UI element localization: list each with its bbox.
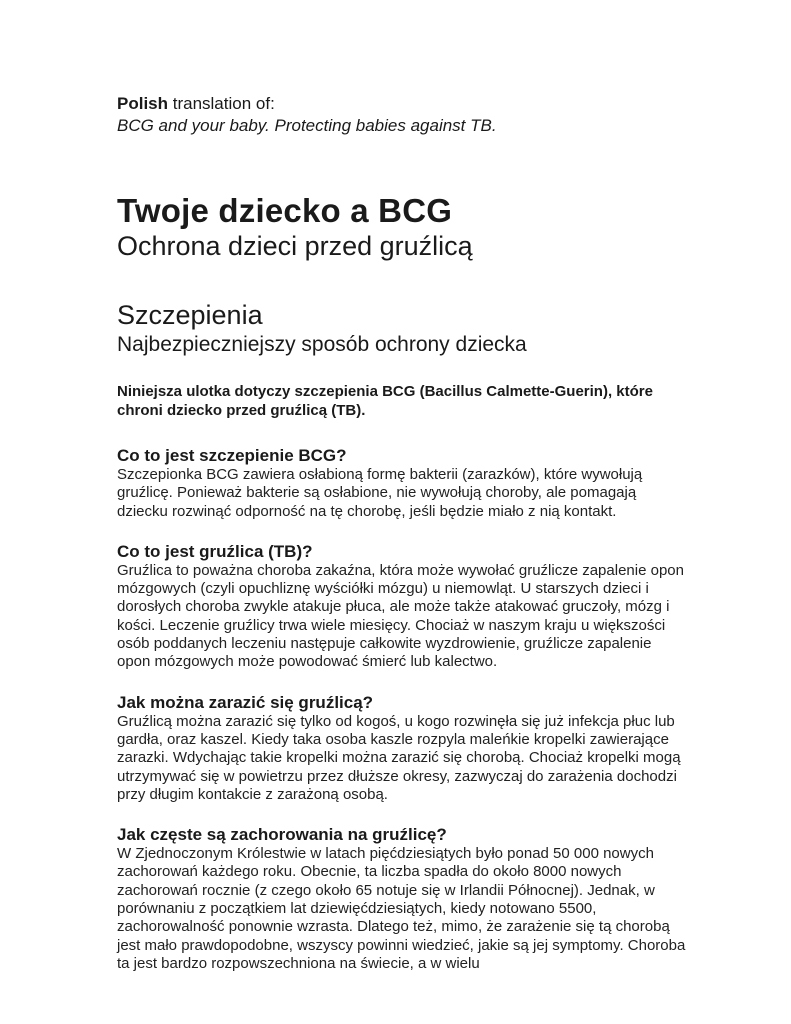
question-heading: Jak można zarazić się gruźlicą? [117, 692, 374, 712]
source-title: BCG and your baby. Protecting babies against TB. [117, 116, 497, 135]
question-heading: Co to jest gruźlica (TB)? [117, 541, 313, 561]
question-heading: Co to jest szczepienie BCG? [117, 446, 347, 465]
document-page [117, 93, 689, 973]
translation-note-text: translation of: [168, 94, 275, 113]
answer-paragraph: Gruźlica to poważna choroba zakaźna, która może wywołać gruźlicze zapalenie opon mózgowych (czyli opuchliznę wyściółki mózgu) u niemowląt. U starszych dzieci i dorosłych choroba zwykle atakuje płuca, ale może także atakować gruczoły, mózg i kości. Leczenie gruźlicy trwa wiele miesięcy. Chociaż w naszym kraju u większości osób poddanych leczeniu następuje całkowite wyzdrowienie, gruźlicze zapalenie opon mózgowych może powodować śmierć lub kalectwo. [117, 561, 684, 671]
translation-note [117, 93, 689, 115]
page-subtitle: Ochrona dzieci przed gruźlicą [117, 231, 473, 261]
answer-paragraph: W Zjednoczonym Królestwie w latach pięćdziesiątych było ponad 50 000 nowych zachorowań każdego roku. Obecnie, ta liczba spadła do około 8000 nowych zachorowań rocznie (z czego około 65 notuje się w Irlandii Północnej). Jednak, w porównaniu z początkiem lat dziewięćdziesiątych, kiedy notowano 5500, zachorowalność ponownie wzrasta. Dlatego też, mimo, że zarażenie się tą chorobą jest mało prawdopodobne, wszyscy powinni wiedzieć, jakie są jej symptomy. Choroba ta jest bardzo rozpowszechniona na świecie, a w wielu [117, 845, 686, 972]
lead-paragraph: Niniejsza ulotka dotyczy szczepienia BCG (Bacillus Calmette-Guerin), które chroni dziecko przed gruźlicą (TB). [117, 383, 653, 419]
page-title: Twoje dziecko a BCG [117, 192, 453, 229]
answer-paragraph: Gruźlicą można zarazić się tylko od kogoś, u kogo rozwinęła się już infekcja płuc lub gardła, oraz kaszel. Kiedy taka osoba kaszle rozpyla maleńkie kropelki zawierające zarazki. Wdychając takie kropelki można zarazić się chorobą. Chociaż kropelki mogą utrzymywać się w powietrzu przez dłuższe okresy, zazwyczaj do zarażenia dochodzi przy długim kontakcie z zarażoną osobą. [117, 712, 681, 803]
language-name: Polish [117, 94, 169, 113]
answer-paragraph: Szczepionka BCG zawiera osłabioną formę bakterii (zarazków), które wywołują gruźlicę. Ponieważ bakterie są osłabione, nie wywołują choroby, ale pomagają dziecku rozwinąć odporność na tę chorobę, jeśli będzie miało z nią kontakt. [117, 466, 643, 520]
section-title: Szczepienia [117, 300, 263, 330]
section-subtitle: Najbezpieczniejszy sposób ochrony dziecka [117, 333, 527, 356]
question-heading: Jak częste są zachorowania na gruźlicę? [117, 825, 447, 845]
